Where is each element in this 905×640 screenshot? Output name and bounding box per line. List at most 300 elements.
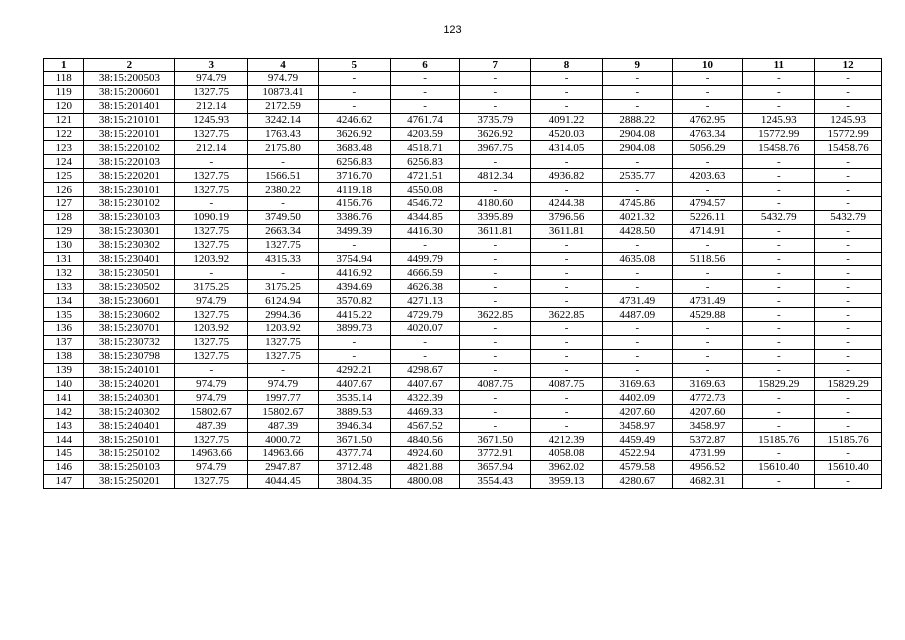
table-cell: 4731.99: [672, 447, 743, 461]
table-cell: 974.79: [175, 294, 248, 308]
table-cell: 4763.34: [672, 127, 743, 141]
table-cell: 4794.57: [672, 197, 743, 211]
table-cell: 38:15:230103: [84, 210, 175, 224]
table-cell: 3622.85: [531, 308, 603, 322]
table-cell: -: [743, 183, 815, 197]
table-cell: 135: [44, 308, 84, 322]
table-cell: -: [318, 238, 390, 252]
table-cell: 2663.34: [248, 224, 319, 238]
table-row: [44, 377, 882, 391]
table-cell: 130: [44, 238, 84, 252]
table-cell: 4207.60: [602, 405, 672, 419]
table-row: [44, 127, 882, 141]
table-cell: 4956.52: [672, 460, 743, 474]
table-cell: 3175.25: [175, 280, 248, 294]
table-cell: -: [318, 72, 390, 86]
table-cell: -: [743, 447, 815, 461]
table-cell: -: [815, 405, 882, 419]
table-cell: -: [743, 224, 815, 238]
table-cell: 38:15:230102: [84, 197, 175, 211]
table-cell: 38:15:230301: [84, 224, 175, 238]
table-cell: -: [743, 197, 815, 211]
table-cell: 974.79: [248, 72, 319, 86]
table-cell: -: [815, 419, 882, 433]
table-cell: 1997.77: [248, 391, 319, 405]
table-cell: -: [390, 99, 460, 113]
table-cell: 4731.49: [672, 294, 743, 308]
table-cell: 4020.07: [390, 322, 460, 336]
table-cell: 974.79: [175, 391, 248, 405]
table-cell: 10873.41: [248, 85, 319, 99]
table-cell: 4762.95: [672, 113, 743, 127]
table-cell: 120: [44, 99, 84, 113]
table-cell: 38:15:220201: [84, 169, 175, 183]
table-cell: -: [460, 419, 531, 433]
table-cell: -: [460, 183, 531, 197]
table-cell: 141: [44, 391, 84, 405]
table-cell: 1327.75: [175, 308, 248, 322]
table-cell: -: [815, 169, 882, 183]
table-row: [44, 197, 882, 211]
table-cell: 38:15:250103: [84, 460, 175, 474]
table-cell: -: [743, 474, 815, 488]
table-cell: -: [743, 155, 815, 169]
table-row: [44, 155, 882, 169]
table-cell: 4203.63: [672, 169, 743, 183]
table-row: [44, 85, 882, 99]
table-row: [44, 335, 882, 349]
table-cell: -: [815, 335, 882, 349]
table-cell: 3626.92: [460, 127, 531, 141]
table-cell: 3796.56: [531, 210, 603, 224]
table-cell: 1090.19: [175, 210, 248, 224]
table-cell: 974.79: [248, 377, 319, 391]
table-cell: -: [672, 238, 743, 252]
table-cell: -: [460, 322, 531, 336]
table-row: [44, 224, 882, 238]
table-cell: 4000.72: [248, 433, 319, 447]
table-cell: 3242.14: [248, 113, 319, 127]
table-cell: 1327.75: [175, 474, 248, 488]
table-cell: 4407.67: [318, 377, 390, 391]
table-cell: 15772.99: [815, 127, 882, 141]
table-row: [44, 266, 882, 280]
table-cell: -: [815, 183, 882, 197]
table-cell: 4280.67: [602, 474, 672, 488]
table-cell: 3395.89: [460, 210, 531, 224]
table-cell: 4428.50: [602, 224, 672, 238]
table-cell: 38:15:230502: [84, 280, 175, 294]
table-cell: 2172.59: [248, 99, 319, 113]
table-cell: -: [318, 99, 390, 113]
table-cell: 4567.52: [390, 419, 460, 433]
table-cell: -: [743, 99, 815, 113]
table-cell: -: [815, 252, 882, 266]
table-cell: -: [460, 72, 531, 86]
table-cell: 14963.66: [175, 447, 248, 461]
table-cell: -: [602, 280, 672, 294]
table-cell: 4721.51: [390, 169, 460, 183]
table-cell: 5056.29: [672, 141, 743, 155]
table-cell: -: [743, 349, 815, 363]
table-cell: 133: [44, 280, 84, 294]
table-cell: 4529.88: [672, 308, 743, 322]
table-cell: 15802.67: [248, 405, 319, 419]
table-cell: -: [672, 72, 743, 86]
table-cell: -: [743, 405, 815, 419]
table-cell: 38:15:220102: [84, 141, 175, 155]
table-cell: 126: [44, 183, 84, 197]
table-cell: 3962.02: [531, 460, 603, 474]
table-cell: -: [743, 322, 815, 336]
table-cell: 4666.59: [390, 266, 460, 280]
column-header: 2: [84, 59, 175, 72]
table-cell: -: [460, 280, 531, 294]
table-cell: 4635.08: [602, 252, 672, 266]
table-cell: 3749.50: [248, 210, 319, 224]
table-cell: -: [531, 391, 603, 405]
table-cell: 3712.48: [318, 460, 390, 474]
table-cell: -: [531, 85, 603, 99]
table-cell: 4729.79: [390, 308, 460, 322]
table-cell: 1203.92: [175, 252, 248, 266]
data-table: [43, 58, 882, 489]
table-cell: 1327.75: [175, 169, 248, 183]
table-cell: -: [460, 335, 531, 349]
table-row: [44, 349, 882, 363]
table-cell: -: [175, 266, 248, 280]
table-cell: 4271.13: [390, 294, 460, 308]
table-cell: -: [743, 252, 815, 266]
table-cell: -: [672, 99, 743, 113]
table-cell: 1566.51: [248, 169, 319, 183]
table-cell: 118: [44, 72, 84, 86]
table-cell: 487.39: [175, 419, 248, 433]
table-cell: 5226.11: [672, 210, 743, 224]
table-cell: 4469.33: [390, 405, 460, 419]
table-cell: 38:15:230101: [84, 183, 175, 197]
table-row: [44, 474, 882, 488]
column-header: 9: [602, 59, 672, 72]
table-cell: 38:15:230798: [84, 349, 175, 363]
table-cell: 38:15:250201: [84, 474, 175, 488]
table-cell: 6256.83: [318, 155, 390, 169]
table-cell: 3716.70: [318, 169, 390, 183]
table-cell: 4091.22: [531, 113, 603, 127]
table-cell: 3458.97: [602, 419, 672, 433]
table-cell: -: [531, 335, 603, 349]
table-cell: -: [815, 238, 882, 252]
table-cell: 4322.39: [390, 391, 460, 405]
table-cell: -: [672, 363, 743, 377]
table-cell: -: [743, 363, 815, 377]
column-header: 6: [390, 59, 460, 72]
table-cell: 1203.92: [248, 322, 319, 336]
table-cell: 14963.66: [248, 447, 319, 461]
table-cell: -: [602, 85, 672, 99]
table-cell: -: [672, 322, 743, 336]
table-cell: 4745.86: [602, 197, 672, 211]
table-cell: 4518.71: [390, 141, 460, 155]
table-cell: 1203.92: [175, 322, 248, 336]
table-cell: 137: [44, 335, 84, 349]
table-cell: 38:15:220101: [84, 127, 175, 141]
table-cell: 1327.75: [175, 183, 248, 197]
table-cell: -: [743, 391, 815, 405]
table-row: [44, 322, 882, 336]
table-cell: 974.79: [175, 460, 248, 474]
table-cell: 15829.29: [743, 377, 815, 391]
table-cell: -: [531, 99, 603, 113]
table-row: [44, 183, 882, 197]
table-cell: -: [815, 72, 882, 86]
table-cell: -: [318, 85, 390, 99]
table-cell: -: [531, 363, 603, 377]
table-cell: -: [531, 238, 603, 252]
table-cell: -: [672, 266, 743, 280]
table-cell: -: [531, 72, 603, 86]
table-cell: 212.14: [175, 99, 248, 113]
table-cell: -: [531, 252, 603, 266]
table-cell: -: [815, 363, 882, 377]
table-row: [44, 99, 882, 113]
table-row: [44, 419, 882, 433]
table-cell: 3499.39: [318, 224, 390, 238]
table-cell: 4772.73: [672, 391, 743, 405]
table-cell: 1327.75: [175, 127, 248, 141]
table-cell: 15185.76: [815, 433, 882, 447]
table-cell: 38:15:200601: [84, 85, 175, 99]
table-cell: 138: [44, 349, 84, 363]
table-cell: -: [531, 183, 603, 197]
table-cell: 4682.31: [672, 474, 743, 488]
table-cell: 4021.32: [602, 210, 672, 224]
table-cell: -: [248, 155, 319, 169]
table-cell: -: [815, 85, 882, 99]
table-cell: 38:15:230501: [84, 266, 175, 280]
table-cell: 1327.75: [175, 433, 248, 447]
table-cell: 4246.62: [318, 113, 390, 127]
column-header: 4: [248, 59, 319, 72]
table-cell: 4180.60: [460, 197, 531, 211]
table-cell: 3671.50: [318, 433, 390, 447]
table-cell: -: [743, 280, 815, 294]
table-row: [44, 238, 882, 252]
column-header: 10: [672, 59, 743, 72]
table-cell: 15458.76: [743, 141, 815, 155]
table-cell: 139: [44, 363, 84, 377]
table-cell: 3169.63: [602, 377, 672, 391]
column-header: 11: [743, 59, 815, 72]
table-cell: 127: [44, 197, 84, 211]
table-row: [44, 391, 882, 405]
table-cell: -: [672, 155, 743, 169]
table-cell: 147: [44, 474, 84, 488]
table-row: [44, 308, 882, 322]
table-cell: 4550.08: [390, 183, 460, 197]
table-cell: -: [248, 266, 319, 280]
table-cell: -: [602, 155, 672, 169]
table-cell: -: [531, 405, 603, 419]
table-cell: 5432.79: [743, 210, 815, 224]
table-cell: 15802.67: [175, 405, 248, 419]
table-cell: 38:15:240401: [84, 419, 175, 433]
table-cell: -: [815, 197, 882, 211]
table-cell: 5372.87: [672, 433, 743, 447]
table-cell: -: [390, 238, 460, 252]
table-cell: -: [460, 85, 531, 99]
table-cell: -: [248, 197, 319, 211]
table-cell: -: [743, 335, 815, 349]
table-cell: -: [175, 363, 248, 377]
table-cell: -: [815, 294, 882, 308]
table-row: [44, 405, 882, 419]
table-cell: -: [743, 294, 815, 308]
table-cell: 2380.22: [248, 183, 319, 197]
table-row: [44, 363, 882, 377]
table-cell: 4244.38: [531, 197, 603, 211]
table-cell: 1327.75: [248, 335, 319, 349]
table-cell: -: [602, 72, 672, 86]
table-cell: 38:15:230602: [84, 308, 175, 322]
table-cell: 4394.69: [318, 280, 390, 294]
table-cell: 4487.09: [602, 308, 672, 322]
table-cell: 4415.22: [318, 308, 390, 322]
table-cell: 38:15:230732: [84, 335, 175, 349]
table-cell: 4821.88: [390, 460, 460, 474]
table-cell: -: [460, 391, 531, 405]
table-cell: -: [815, 280, 882, 294]
table-cell: -: [602, 238, 672, 252]
table-cell: -: [672, 280, 743, 294]
table-cell: 15610.40: [743, 460, 815, 474]
table-cell: 38:15:230401: [84, 252, 175, 266]
table-cell: 3570.82: [318, 294, 390, 308]
table-cell: 38:15:230302: [84, 238, 175, 252]
table-cell: 4416.92: [318, 266, 390, 280]
table-cell: -: [602, 322, 672, 336]
table-cell: -: [460, 155, 531, 169]
table-row: [44, 460, 882, 474]
table-cell: 142: [44, 405, 84, 419]
table-cell: -: [318, 349, 390, 363]
table-cell: -: [531, 155, 603, 169]
table-cell: 4203.59: [390, 127, 460, 141]
table-cell: 4087.75: [531, 377, 603, 391]
table-cell: -: [390, 85, 460, 99]
table-cell: 1763.43: [248, 127, 319, 141]
table-cell: 2175.80: [248, 141, 319, 155]
table-cell: 136: [44, 322, 84, 336]
table-cell: 1327.75: [248, 238, 319, 252]
table-cell: -: [602, 349, 672, 363]
table-cell: -: [815, 322, 882, 336]
table-cell: -: [743, 419, 815, 433]
table-cell: -: [531, 294, 603, 308]
column-header: 1: [44, 59, 84, 72]
table-cell: 3959.13: [531, 474, 603, 488]
table-cell: -: [815, 155, 882, 169]
table-cell: 6124.94: [248, 294, 319, 308]
table-cell: 128: [44, 210, 84, 224]
table-cell: -: [815, 474, 882, 488]
table-header-row: [44, 59, 882, 72]
table-cell: 3458.97: [672, 419, 743, 433]
table-cell: 3772.91: [460, 447, 531, 461]
table-cell: -: [743, 169, 815, 183]
table-cell: 131: [44, 252, 84, 266]
column-header: 3: [175, 59, 248, 72]
table-cell: -: [531, 349, 603, 363]
table-cell: -: [602, 266, 672, 280]
table-cell: -: [602, 183, 672, 197]
table-cell: 4812.34: [460, 169, 531, 183]
table-cell: 38:15:210101: [84, 113, 175, 127]
table-cell: 1245.93: [175, 113, 248, 127]
table-cell: -: [390, 72, 460, 86]
table-cell: 4044.45: [248, 474, 319, 488]
table-cell: 1245.93: [815, 113, 882, 127]
table-cell: -: [815, 224, 882, 238]
table-cell: -: [248, 363, 319, 377]
table-cell: -: [602, 363, 672, 377]
table-cell: 145: [44, 447, 84, 461]
table-cell: -: [318, 335, 390, 349]
table-cell: -: [602, 335, 672, 349]
table-cell: 119: [44, 85, 84, 99]
table-row: [44, 433, 882, 447]
table-cell: 4800.08: [390, 474, 460, 488]
table-cell: 4840.56: [390, 433, 460, 447]
table-cell: 974.79: [175, 72, 248, 86]
table-cell: 3754.94: [318, 252, 390, 266]
table-cell: 38:15:250101: [84, 433, 175, 447]
table-cell: 4087.75: [460, 377, 531, 391]
table-cell: 4207.60: [672, 405, 743, 419]
table-cell: 144: [44, 433, 84, 447]
table-cell: -: [602, 99, 672, 113]
table-cell: 143: [44, 419, 84, 433]
table-cell: 3899.73: [318, 322, 390, 336]
table-cell: 125: [44, 169, 84, 183]
table-cell: 124: [44, 155, 84, 169]
table-cell: -: [672, 85, 743, 99]
table-cell: 3169.63: [672, 377, 743, 391]
table-cell: 38:15:220103: [84, 155, 175, 169]
table-cell: 38:15:201401: [84, 99, 175, 113]
table-cell: 3683.48: [318, 141, 390, 155]
table-cell: -: [460, 405, 531, 419]
table-cell: -: [743, 308, 815, 322]
table-cell: -: [672, 349, 743, 363]
table-cell: -: [531, 266, 603, 280]
table-cell: -: [460, 99, 531, 113]
table-row: [44, 294, 882, 308]
table-cell: 3622.85: [460, 308, 531, 322]
table-cell: -: [460, 349, 531, 363]
table-row: [44, 113, 882, 127]
table-cell: 4924.60: [390, 447, 460, 461]
table-cell: 4499.79: [390, 252, 460, 266]
table-row: [44, 72, 882, 86]
table-cell: 4298.67: [390, 363, 460, 377]
table-cell: 1327.75: [175, 224, 248, 238]
table-cell: 140: [44, 377, 84, 391]
table-cell: -: [743, 238, 815, 252]
table-cell: -: [390, 349, 460, 363]
table-cell: 3626.92: [318, 127, 390, 141]
table-cell: 5432.79: [815, 210, 882, 224]
